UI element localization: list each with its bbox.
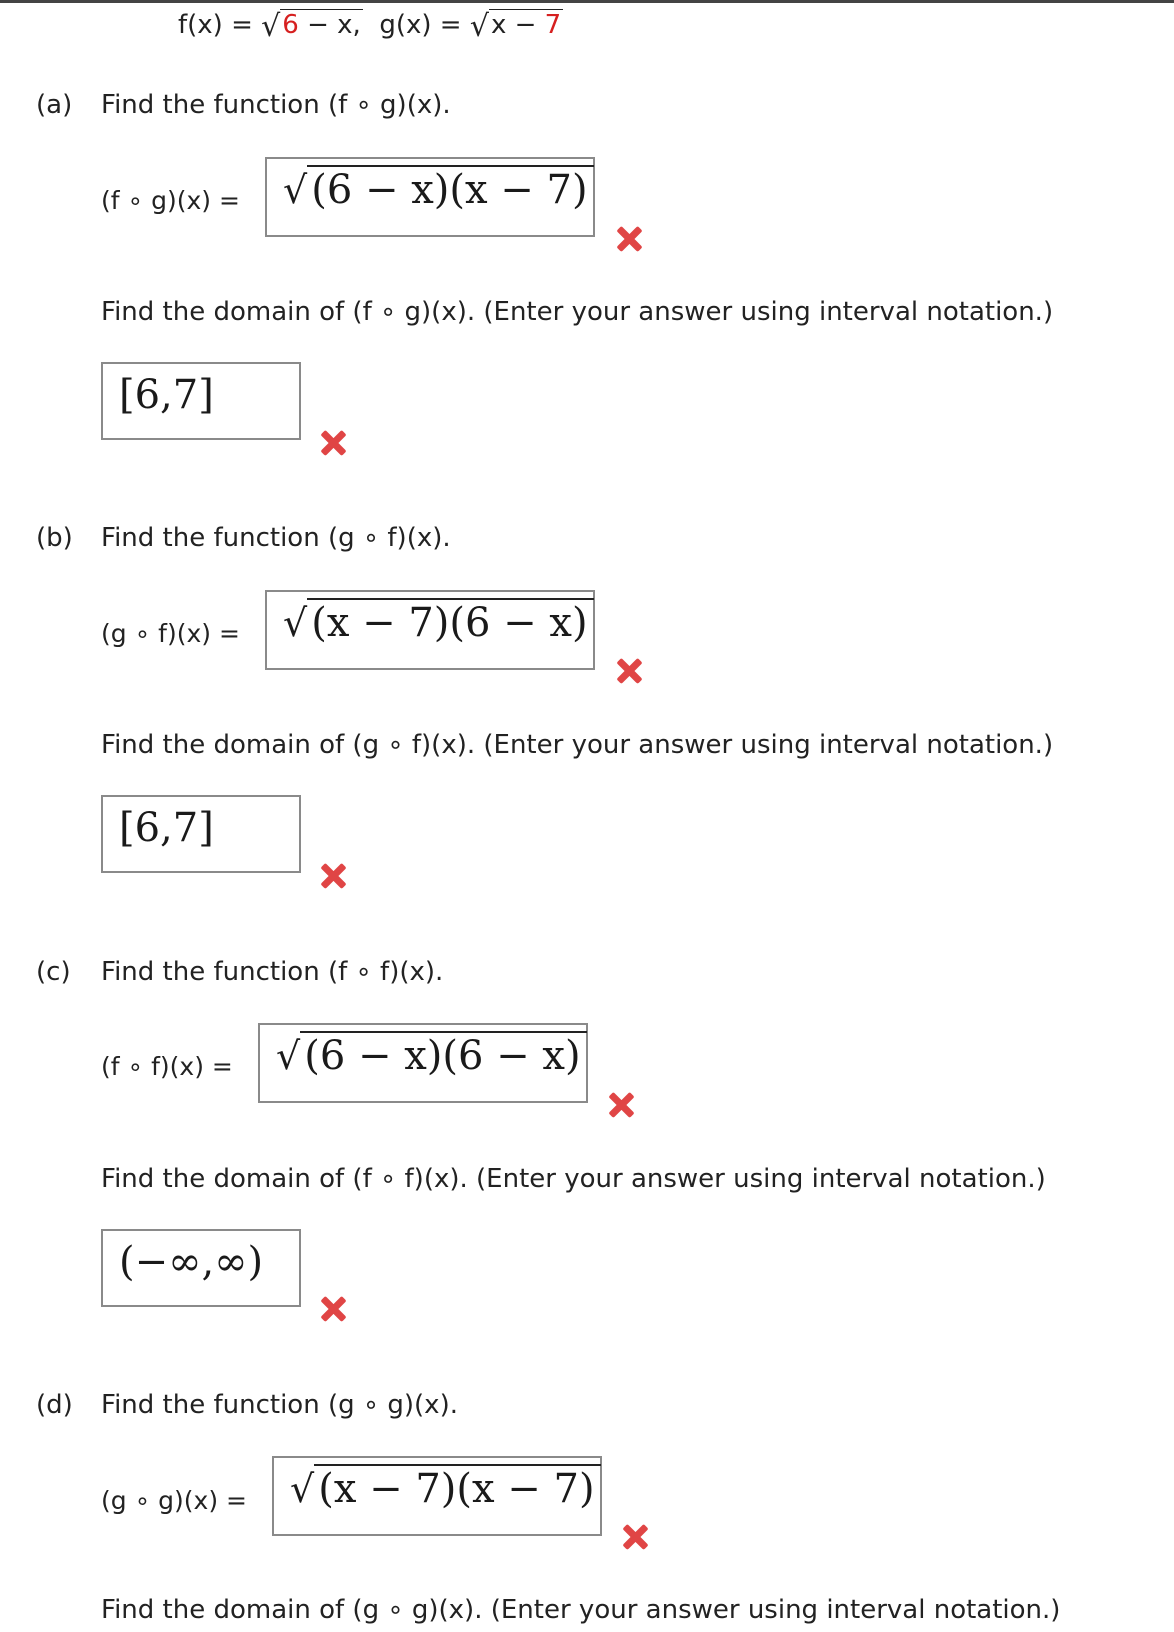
f-radicand-number: 6 bbox=[282, 10, 299, 40]
sqrt-symbol: √ bbox=[276, 1034, 301, 1078]
part-label: (b) bbox=[36, 523, 73, 553]
part-question: Find the function (g ∘ g)(x). bbox=[101, 1390, 458, 1420]
incorrect-icon bbox=[608, 1092, 634, 1118]
answer-math bbox=[290, 1466, 601, 1512]
domain-answer-text: (−∞,∞) bbox=[119, 1239, 264, 1285]
domain-answer-text: [6,7] bbox=[119, 805, 214, 851]
incorrect-icon bbox=[320, 1296, 346, 1322]
sqrt-symbol: √ bbox=[283, 601, 308, 645]
domain-question: Find the domain of (f ∘ f)(x). (Enter your answer using interval notation.) bbox=[101, 1164, 1046, 1194]
domain-answer-text: [6,7] bbox=[119, 372, 214, 418]
sqrt-symbol: √ bbox=[290, 1467, 315, 1511]
answer-lhs: (f ∘ g)(x) = bbox=[101, 186, 240, 215]
answer-radicand: (6 − x)(x − 7) bbox=[307, 165, 593, 213]
f-radicand bbox=[280, 9, 363, 40]
g-radicand-number: 7 bbox=[544, 10, 562, 40]
answer-lhs: (g ∘ f)(x) = bbox=[101, 619, 240, 648]
incorrect-icon bbox=[616, 226, 642, 252]
answer-lhs: (g ∘ g)(x) = bbox=[101, 1486, 247, 1515]
part-question: Find the function (g ∘ f)(x). bbox=[101, 523, 451, 553]
domain-answer-field[interactable] bbox=[101, 362, 301, 440]
f-definition-lhs: f(x) = bbox=[178, 10, 262, 40]
g-radicand-var: x − bbox=[490, 10, 545, 40]
g-definition-lhs: g(x) = bbox=[379, 10, 470, 40]
answer-math bbox=[276, 1033, 587, 1079]
answer-radicand: (x − 7)(6 − x) bbox=[307, 598, 593, 646]
function-answer-field[interactable] bbox=[265, 157, 595, 237]
function-answer-field[interactable] bbox=[265, 590, 595, 670]
part-question: Find the function (f ∘ f)(x). bbox=[101, 957, 444, 987]
incorrect-icon bbox=[320, 863, 346, 889]
incorrect-icon bbox=[622, 1524, 648, 1550]
sqrt-symbol: √ bbox=[261, 9, 281, 44]
part-label: (c) bbox=[36, 957, 71, 987]
sqrt-symbol: √ bbox=[469, 9, 489, 44]
incorrect-icon bbox=[616, 658, 642, 684]
g-radicand bbox=[489, 9, 563, 40]
domain-question: Find the domain of (g ∘ f)(x). (Enter your answer using interval notation.) bbox=[101, 730, 1054, 760]
given-functions bbox=[178, 6, 563, 44]
answer-lhs: (f ∘ f)(x) = bbox=[101, 1052, 233, 1081]
answer-math bbox=[283, 167, 594, 213]
answer-radicand: (x − 7)(x − 7) bbox=[314, 1464, 600, 1512]
f-radicand-rest: − x, bbox=[298, 10, 361, 40]
top-divider bbox=[0, 0, 1174, 3]
incorrect-icon bbox=[320, 430, 346, 456]
function-answer-field[interactable] bbox=[272, 1456, 602, 1536]
domain-answer-field[interactable] bbox=[101, 795, 301, 873]
part-label: (d) bbox=[36, 1390, 73, 1420]
part-label: (a) bbox=[36, 90, 73, 120]
answer-math bbox=[283, 600, 594, 646]
sqrt-symbol: √ bbox=[283, 168, 308, 212]
part-question: Find the function (f ∘ g)(x). bbox=[101, 90, 451, 120]
domain-question: Find the domain of (f ∘ g)(x). (Enter your answer using interval notation.) bbox=[101, 297, 1054, 327]
domain-answer-field[interactable] bbox=[101, 1229, 301, 1307]
answer-radicand: (6 − x)(6 − x) bbox=[300, 1031, 586, 1079]
function-answer-field[interactable] bbox=[258, 1023, 588, 1103]
domain-question: Find the domain of (g ∘ g)(x). (Enter your answer using interval notation.) bbox=[101, 1595, 1061, 1625]
